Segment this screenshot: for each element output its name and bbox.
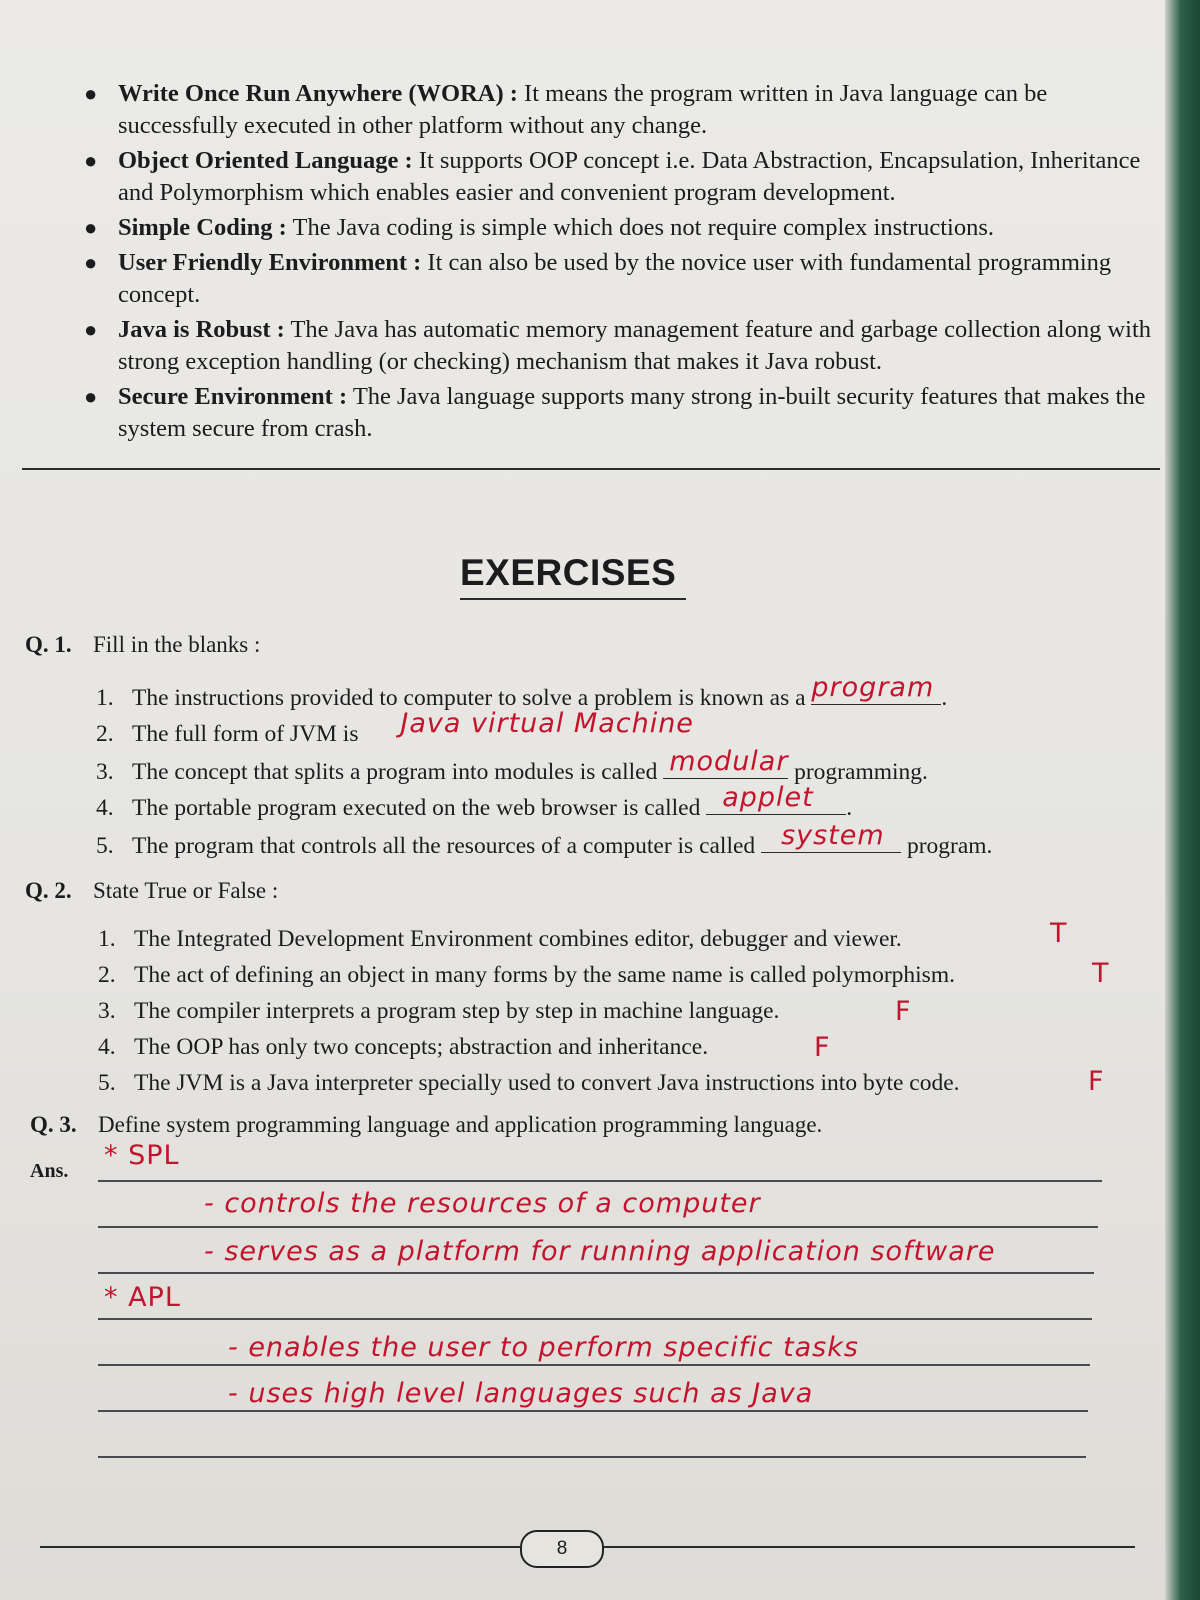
- features-list: [80, 78, 1170, 448]
- feature-item: ● Object Oriented Language : It supports OOP concept i.e. Data Abstraction, Encapsulation, Inheritance and Polymorphism which enables easier and convenient program development.: [84, 147, 1141, 206]
- answer-blank[interactable]: [811, 672, 941, 705]
- handwritten-line: - uses high level languages such as Java: [228, 1378, 814, 1409]
- answer-line: [98, 1364, 1090, 1366]
- handwritten-answer: applet: [722, 782, 814, 813]
- bullet-icon: ●: [84, 317, 98, 342]
- bullet-icon: ●: [84, 215, 98, 240]
- handwritten-answer: system: [781, 820, 885, 851]
- q2-item: 3. The compiler interprets a program step by step in machine language.: [98, 998, 780, 1024]
- feature-item: ● Simple Coding : The Java coding is simple which does not require complex instructions.: [80, 212, 1170, 244]
- q2-item: 2. The act of defining an object in many forms by the same name is called polymorphism.: [98, 962, 955, 988]
- true-false-answer: F: [814, 1032, 830, 1063]
- feature-item: ● Write Once Run Anywhere (WORA) : It means the program written in Java language can be successfully executed in other platform without any change.: [84, 80, 1048, 139]
- q1-item: 4. The portable program executed on the web browser is called applet .: [96, 782, 853, 821]
- answer-blank[interactable]: [761, 820, 901, 853]
- handwritten-line: - enables the user to perform specific tasks: [228, 1332, 859, 1363]
- q1-item: 5. The program that controls all the resources of a computer is called system program.: [96, 820, 993, 859]
- q2-item: 5. The JVM is a Java interpreter specially used to convert Java instructions into byte code.: [98, 1070, 960, 1096]
- feature-item: ● Java is Robust : The Java has automatic memory management feature and garbage collection along with strong exception handling (or checking) mechanism that makes it Java robust.: [84, 316, 1152, 375]
- answer-line: [98, 1180, 1102, 1182]
- handwritten-line: * APL: [104, 1282, 181, 1313]
- true-false-answer: F: [1088, 1066, 1104, 1097]
- handwritten-answer: Java virtual Machine: [400, 708, 694, 739]
- q2-item: 4. The OOP has only two concepts; abstraction and inheritance.: [98, 1034, 709, 1060]
- answer-line: [98, 1272, 1094, 1274]
- q1-item: 1. The instructions provided to computer to solve a problem is known as a program .: [96, 672, 948, 711]
- answer-line: [98, 1410, 1088, 1412]
- feature-item: ● User Friendly Environment : It can also be used by the novice user with fundamental programming concept.: [84, 249, 1112, 308]
- answer-blank[interactable]: [364, 708, 694, 741]
- q1-item: 3. The concept that splits a program into modules is called modular programming.: [96, 746, 928, 785]
- true-false-answer: F: [895, 996, 911, 1027]
- bullet-icon: ●: [84, 384, 98, 409]
- answer-label: Ans.: [30, 1160, 69, 1182]
- q1-item: 2. The full form of JVM is Java virtual Machine: [96, 708, 694, 747]
- bullet-icon: ●: [84, 250, 98, 275]
- q3-question: Q. 3. Define system programming language and application programming language.: [30, 1112, 823, 1137]
- answer-blank[interactable]: [663, 746, 789, 779]
- bullet-icon: ●: [84, 148, 98, 173]
- answer-line: [98, 1226, 1098, 1228]
- true-false-answer: T: [1050, 918, 1067, 949]
- footer-rule-right: [600, 1546, 1135, 1548]
- q2-item: 1. The Integrated Development Environment combines editor, debugger and viewer.: [98, 926, 902, 952]
- exercises-title: EXERCISES: [460, 552, 677, 593]
- feature-item: ● Secure Environment : The Java language supports many strong in-built security features that makes the system secure from crash.: [84, 383, 1146, 442]
- page-edge: [1165, 0, 1200, 1600]
- handwritten-line: - serves as a platform for running application software: [204, 1236, 996, 1267]
- footer-rule-left: [40, 1546, 520, 1548]
- q2-heading: Q. 2. State True or False :: [25, 878, 279, 903]
- true-false-answer: T: [1092, 958, 1109, 989]
- title-underline: [460, 598, 686, 600]
- answer-blank[interactable]: [706, 782, 846, 815]
- answer-line: [98, 1318, 1092, 1320]
- handwritten-line: * SPL: [104, 1140, 180, 1171]
- answer-line: [98, 1456, 1086, 1458]
- handwritten-answer: program: [811, 672, 935, 703]
- bullet-icon: ●: [84, 81, 98, 106]
- section-divider: [22, 468, 1160, 470]
- page-number: 8: [520, 1530, 604, 1568]
- handwritten-answer: modular: [669, 746, 789, 777]
- handwritten-line: - controls the resources of a computer: [204, 1188, 761, 1219]
- q1-heading: Q. 1. Fill in the blanks :: [25, 632, 261, 657]
